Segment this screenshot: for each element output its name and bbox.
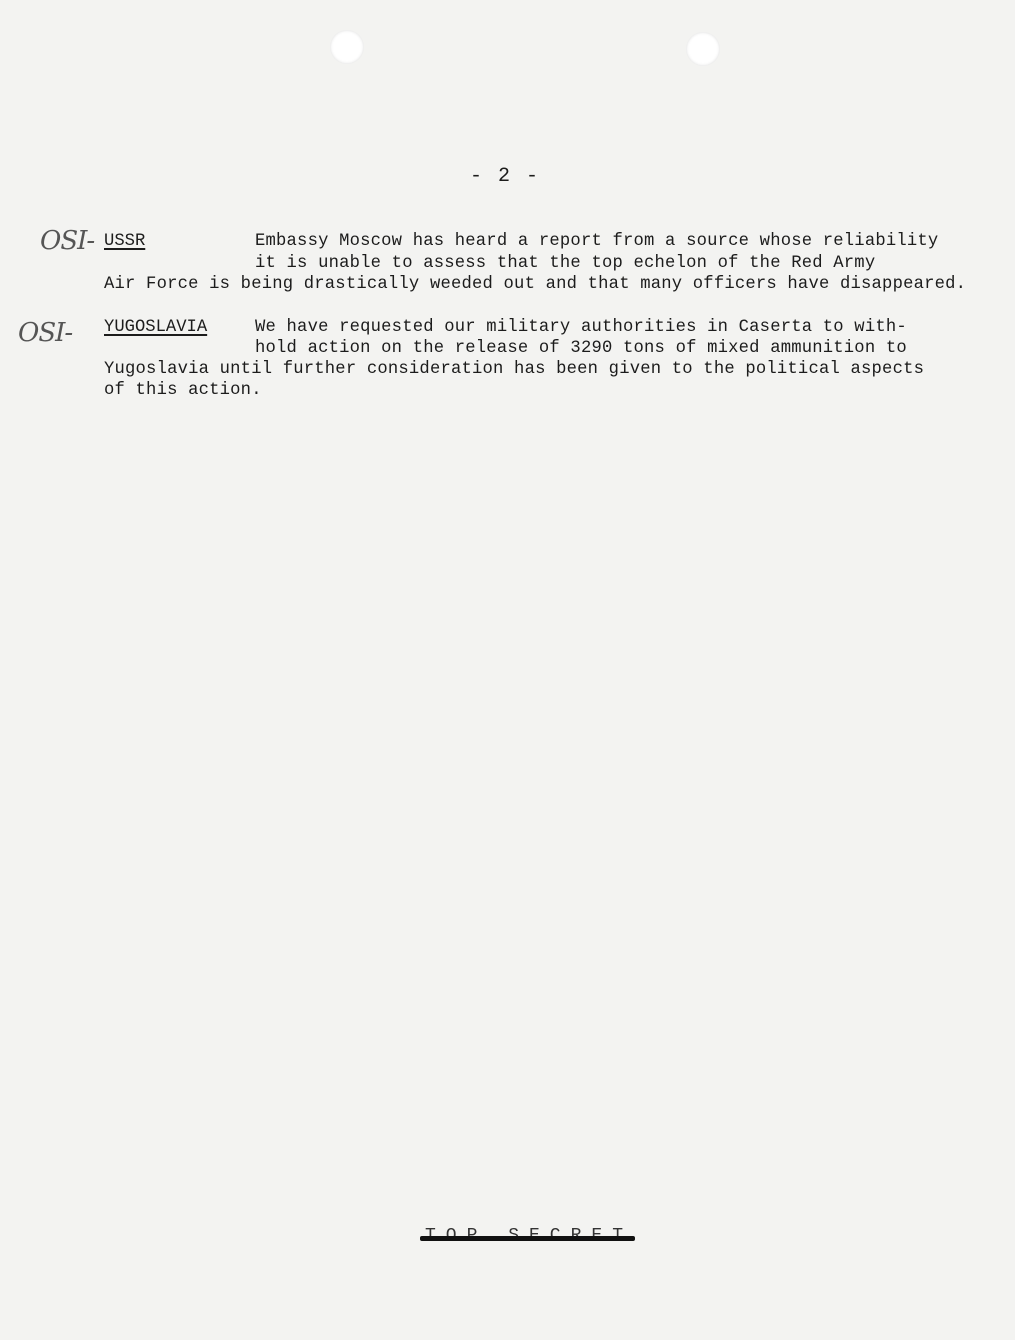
punch-hole bbox=[686, 32, 720, 66]
handwritten-margin-note: OSI- bbox=[18, 318, 73, 348]
handwritten-margin-note: OSI- bbox=[40, 226, 95, 256]
paragraph-line: of this action. bbox=[104, 381, 262, 400]
section-heading-ussr: USSR bbox=[104, 232, 146, 251]
section-heading-yugoslavia: YUGOSLAVIA bbox=[104, 318, 208, 337]
paragraph-line: Air Force is being drastically weeded out and that many officers have disappeared. bbox=[104, 275, 967, 294]
strikethrough-line bbox=[420, 1236, 635, 1241]
paragraph-line: Embassy Moscow has heard a report from a source whose reliability bbox=[255, 232, 939, 251]
paragraph-line: We have requested our military authorities in Caserta to with- bbox=[255, 318, 907, 337]
page-number: - 2 - bbox=[470, 165, 541, 188]
paragraph-line: it is unable to assess that the top echelon of the Red Army bbox=[255, 254, 876, 273]
punch-hole bbox=[330, 30, 364, 64]
paragraph-line: Yugoslavia until further consideration has been given to the political aspects bbox=[104, 360, 925, 379]
paragraph-line: hold action on the release of 3290 tons of mixed ammunition to bbox=[255, 339, 907, 358]
